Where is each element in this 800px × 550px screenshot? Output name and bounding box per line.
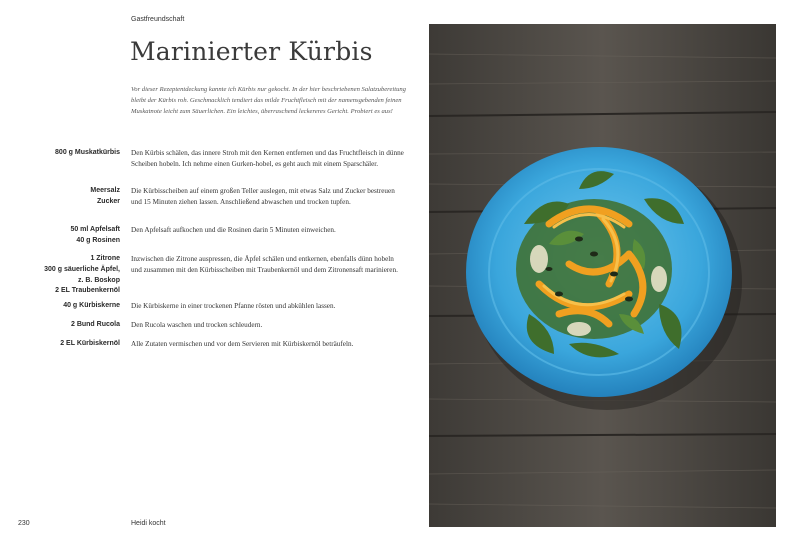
ingredient-list <box>0 320 120 331</box>
step-text: Inzwischen die Zitrone auspressen, die Äpfel schälen und entkernen, ebenfalls dünn hobeln und zusammen mit den Kürbisscheiben mit Traubenkernöl und dem Zitronensaft marinieren. <box>131 255 398 274</box>
recipe-intro: Vor dieser Rezeptentdeckung kannte ich Kürbis nur gekocht. In der hier beschriebenen Salatzubereitung bleibt der Kürbis roh. Geschmacklich tendiert das milde Fruchtfleisch mit der namensgebenden feinen Muskatnote leicht zum Säuerlichen. Ein leichtes, überraschend leckereres Gericht. Probiert es aus! <box>131 86 406 115</box>
ingredient: 2 EL Traubenkernöl <box>55 287 120 295</box>
ingredient-list <box>0 148 120 159</box>
ingredient-list <box>0 186 120 208</box>
ingredient: Zucker <box>97 197 120 205</box>
step-text: Die Kürbiskerne in einer trockenen Pfanne rösten und abkühlen lassen. <box>131 302 336 310</box>
ingredient: 800 g Muskatkürbis <box>55 149 120 156</box>
page-number: 230 <box>18 520 30 527</box>
recipe-title: Marinierter Kürbis <box>130 37 373 66</box>
ingredient-list <box>0 301 120 312</box>
step-text: Den Kürbis schälen, das innere Stroh mit den Kernen entfernen und das Fruchtfleisch in dünne Scheiben hobeln. Ich nehme einen Gurken-hobel, es geht auch mit einem Sparschäler. <box>131 149 404 168</box>
step-text: Die Kürbisscheiben auf einem großen Teller auslegen, mit etwas Salz und Zucker bestreuen und 15 Minuten ziehen lassen. Anschließend abwaschen und trocken tupfen. <box>131 187 395 206</box>
ingredient: z. B. Boskop <box>77 276 120 284</box>
step-text: Alle Zutaten vermischen und vor dem Servieren mit Kürbiskernöl beträufeln. <box>131 340 354 348</box>
ingredient: 50 ml Apfelsaft <box>70 226 120 233</box>
ingredient: 1 Zitrone <box>90 255 120 262</box>
ingredient: Meersalz <box>90 187 120 194</box>
ingredient-list <box>0 254 120 297</box>
ingredient: 300 g säuerliche Äpfel, <box>44 265 120 273</box>
ingredient: 2 Bund Rucola <box>70 321 120 328</box>
ingredient-list <box>0 339 120 350</box>
ingredient: 2 EL Kürbiskernöl <box>60 340 120 347</box>
ingredient: 40 g Rosinen <box>76 236 120 244</box>
step-text: Den Rucola waschen und trocken schleudern. <box>131 321 263 329</box>
salad-plate-illustration <box>429 24 776 527</box>
ingredient: 40 g Kürbiskerne <box>63 302 120 309</box>
step-text: Den Apfelsaft aufkochen und die Rosinen darin 5 Minuten einweichen. <box>131 226 336 234</box>
dish-photo <box>429 24 776 527</box>
section-label: Gastfreundschaft <box>131 16 185 23</box>
book-title: Heidi kocht <box>131 520 166 527</box>
ingredient-list <box>0 225 120 247</box>
